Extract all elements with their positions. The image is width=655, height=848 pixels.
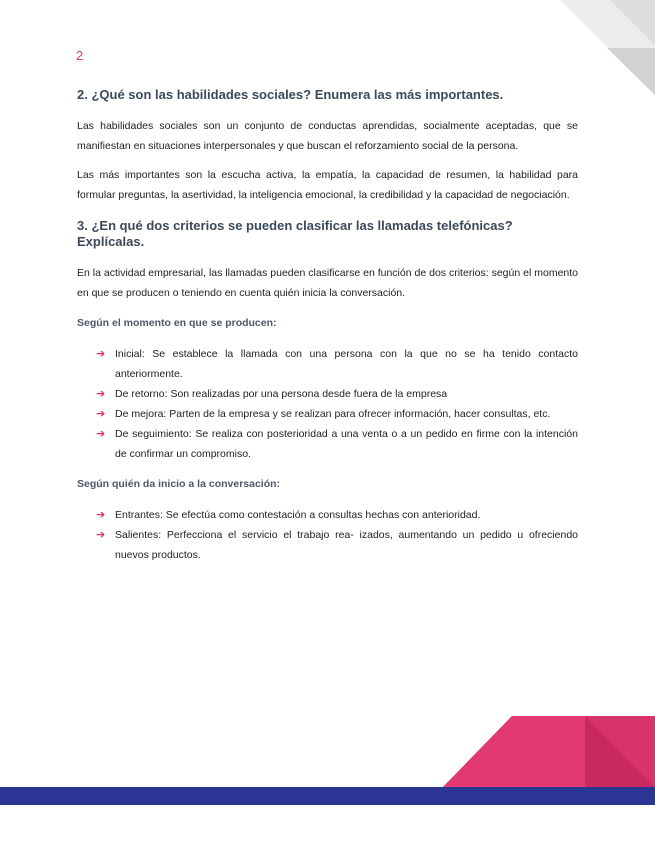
footer-bar — [0, 787, 655, 805]
document-content — [77, 87, 578, 575]
section-2-paragraph-1: Las habilidades sociales son un conjunto de conductas aprendidas, socialmente aceptadas, que se manifiestan en situaciones interpersonales y que buscan el reforzamiento social de la persona. — [77, 120, 578, 152]
list-item — [96, 525, 578, 565]
list-item-text: De retorno: Son realizadas por una persona desde fuera de la empresa — [115, 388, 448, 400]
list-item-text: De seguimiento: Se realiza con posterioridad a una venta o a un pedido en firme con la intención de confirmar un compromiso. — [115, 428, 578, 460]
arrow-right-icon: ➔ — [96, 428, 106, 440]
list-item — [96, 384, 578, 404]
subsection-moment-title: Según el momento en que se producen: — [77, 317, 277, 329]
arrow-right-icon: ➔ — [96, 348, 106, 360]
section-2-paragraph-2: Las más importantes son la escucha activa, la empatía, la capacidad de resumen, la habilidad para formular preguntas, la asertividad, la inteligencia emocional, la credibilidad y la capacidad de negociación. — [77, 169, 578, 201]
arrow-right-icon: ➔ — [96, 509, 106, 521]
subsection-initiator-title: Según quién da inicio a la conversación: — [77, 478, 281, 490]
section-3-intro: En la actividad empresarial, las llamadas pueden clasificarse en función de dos criterios: según el momento en que se producen o teniendo en cuenta quién inicia la conversación. — [77, 267, 578, 299]
list-item-text: Salientes: Perfecciona el servicio el trabajo rea- izados, aumentando un pedido u ofreciendo nuevos productos. — [115, 529, 578, 561]
list-item — [96, 424, 578, 464]
list-item-text: De mejora: Parten de la empresa y se realizan para ofrecer información, hacer consultas, etc. — [115, 408, 551, 420]
arrow-right-icon: ➔ — [96, 529, 106, 541]
initiator-list — [77, 505, 578, 565]
list-item — [96, 505, 578, 525]
list-item — [96, 404, 578, 424]
pink-shape-main — [443, 716, 585, 787]
page-number: 2 — [76, 48, 84, 63]
section-2-heading: 2. ¿Qué son las habilidades sociales? Enumera las más importantes. — [77, 87, 504, 102]
arrow-right-icon: ➔ — [96, 408, 106, 420]
corner-triangle-shadow — [607, 48, 655, 95]
moment-list — [77, 344, 578, 464]
list-item-text: Inicial: Se establece la llamada con una persona con la que no se ha tenido contacto anteriormente. — [115, 348, 578, 380]
arrow-right-icon: ➔ — [96, 388, 106, 400]
list-item — [96, 344, 578, 384]
section-3-heading: 3. ¿En qué dos criterios se pueden clasificar las llamadas telefónicas? Explícalas. — [77, 218, 513, 249]
list-item-text: Entrantes: Se efectúa como contestación a consultas hechas con anterioridad. — [115, 509, 481, 521]
